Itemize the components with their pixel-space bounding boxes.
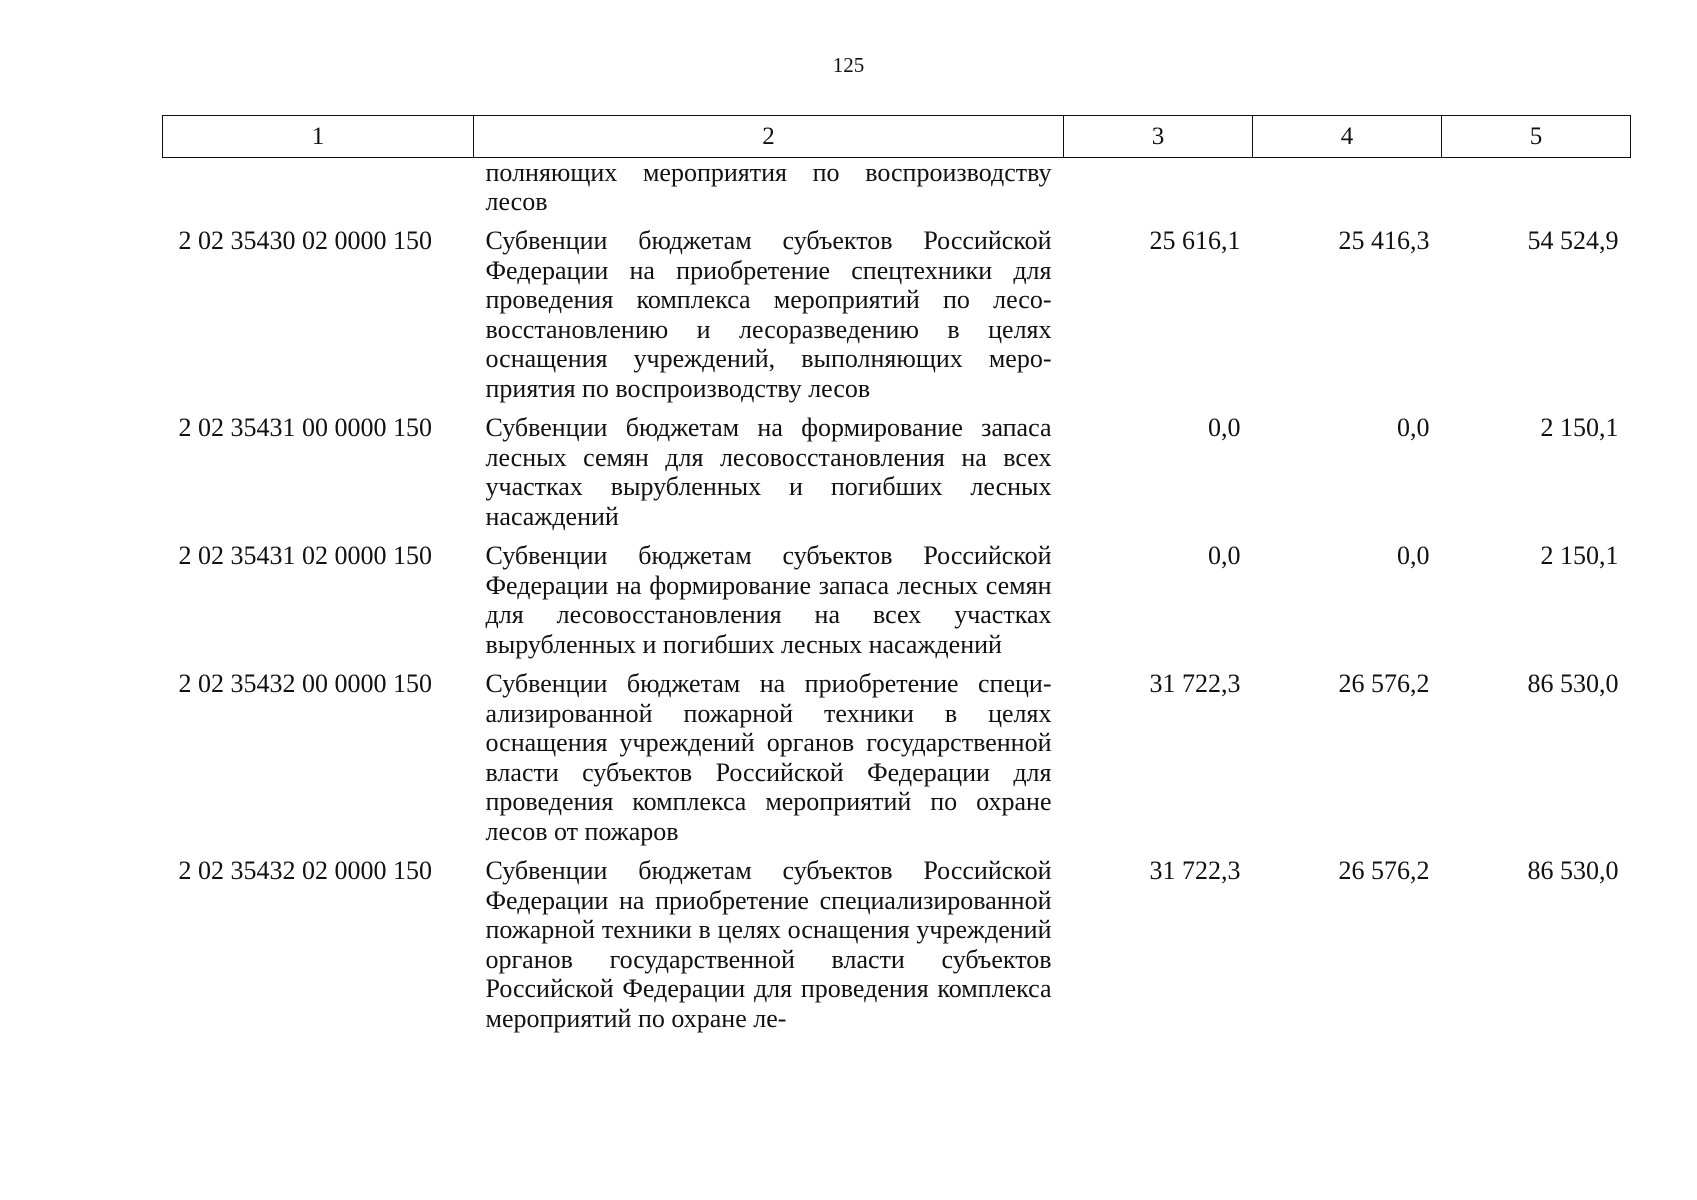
row-value-4: 0,0 xyxy=(1397,413,1430,442)
table-header xyxy=(163,116,1631,158)
row-code: 2 02 35430 02 0000 150 xyxy=(178,226,432,255)
table-row xyxy=(163,158,1631,217)
row-value-4: 26 576,2 xyxy=(1338,669,1430,698)
row-value-5: 54 524,9 xyxy=(1527,226,1619,255)
row-value-5 xyxy=(1442,158,1631,217)
page-number: 125 xyxy=(832,53,865,77)
row-value-5: 86 530,0 xyxy=(1527,669,1619,698)
row-code: 2 02 35432 02 0000 150 xyxy=(178,856,432,885)
table-row xyxy=(163,846,1631,1033)
row-value-4: 26 576,2 xyxy=(1338,856,1430,885)
column-header-5: 5 xyxy=(1442,116,1631,158)
row-code xyxy=(163,158,474,217)
row-code: 2 02 35432 00 0000 150 xyxy=(178,669,432,698)
row-name: Субвенции бюджетам на формирование запаса лесных семян для лесовосстановления на всех участках вырубленных и погибших лесных насаждений xyxy=(485,413,1052,531)
row-name: Субвенции бюджетам субъектов Российской Федерации на приобретение специализированной пожарной техники в целях оснащения учреждений органов государственной власти субъектов Российской Федерации для проведения комплекса мероприятий по охране ле- xyxy=(485,856,1052,1033)
row-value-3 xyxy=(1064,158,1253,217)
row-code: 2 02 35431 02 0000 150 xyxy=(178,541,432,570)
row-value-5: 2 150,1 xyxy=(1540,413,1619,442)
table-row xyxy=(163,216,1631,403)
row-name: Субвенции бюджетам на приобретение специализированной пожарной техники в целях оснащения учреждений органов государственной власти субъектов Российской Федерации для проведения комплекса мероприятий по охране лесов от пожаров xyxy=(485,669,1052,846)
row-value-3: 25 616,1 xyxy=(1149,226,1241,255)
row-value-3: 31 722,3 xyxy=(1149,856,1241,885)
row-name: Субвенции бюджетам субъектов Российской Федерации на приобретение спецтехники для проведения комплекса мероприятий по лесовосстановлению и лесоразведению в целях оснащения учреждений, выполняющих мероприятия по воспроизводству лесов xyxy=(485,226,1052,403)
column-header-1: 1 xyxy=(163,116,474,158)
row-value-4: 25 416,3 xyxy=(1338,226,1430,255)
row-name: полняющих мероприятия по воспроизводству лесов xyxy=(485,158,1052,216)
row-name: Субвенции бюджетам субъектов Российской Федерации на формирование запаса лесных семян для лесовосстановления на всех участках вырубленных и погибших лесных насаждений xyxy=(485,541,1052,659)
budget-table xyxy=(162,115,1631,1033)
column-header-4: 4 xyxy=(1253,116,1442,158)
table-row xyxy=(163,659,1631,846)
row-value-5: 86 530,0 xyxy=(1527,856,1619,885)
row-code: 2 02 35431 00 0000 150 xyxy=(178,413,432,442)
row-value-3: 31 722,3 xyxy=(1149,669,1241,698)
column-header-2: 2 xyxy=(474,116,1064,158)
row-value-3: 0,0 xyxy=(1208,541,1241,570)
table-row xyxy=(163,403,1631,531)
row-value-4: 0,0 xyxy=(1397,541,1430,570)
row-value-5: 2 150,1 xyxy=(1540,541,1619,570)
table-row xyxy=(163,531,1631,659)
row-value-4 xyxy=(1253,158,1442,217)
table-body xyxy=(163,158,1631,1034)
column-header-3: 3 xyxy=(1064,116,1253,158)
row-value-3: 0,0 xyxy=(1208,413,1241,442)
header-row xyxy=(163,116,1631,158)
